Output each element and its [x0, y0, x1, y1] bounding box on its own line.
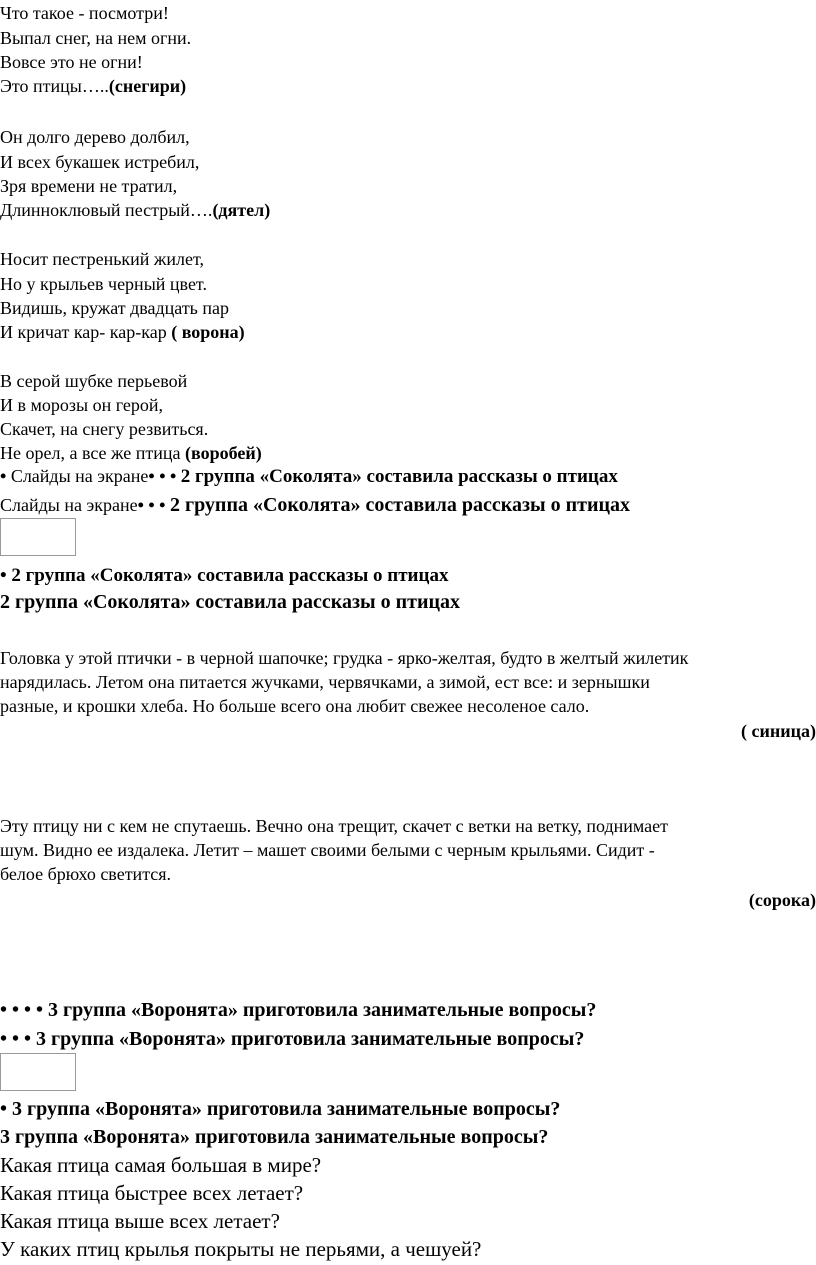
riddle-line-last: Не орел, а все же птица (воробей) — [0, 443, 262, 463]
group3-heading-3: • 3 группа «Воронята» приготовила занимательные вопросы? — [0, 1098, 561, 1120]
story-answer: ( синица) — [741, 721, 816, 741]
story-line: шум. Видно ее издалека. Летит – машет своими белыми с черным крыльями. Сидит - — [0, 840, 655, 860]
riddle-line: Носит пестренький жилет, — [0, 249, 204, 269]
question-line: Какая птица быстрее всех летает? — [0, 1181, 304, 1205]
riddle-line: Скачет, на снегу резвиться. — [0, 419, 209, 439]
story-line: белое брюхо светится. — [0, 864, 172, 884]
group3-heading-1: • • • • 3 группа «Воронята» приготовила занимательные вопросы? — [0, 999, 597, 1021]
story-answer: (сорока) — [748, 890, 816, 910]
riddle-line: Видишь, кружат двадцать пар — [0, 298, 230, 318]
riddle-answer: ( ворона) — [171, 322, 245, 342]
question-line: Какая птица самая большая в мире? — [0, 1153, 322, 1177]
riddle-line: В серой шубке перьевой — [0, 371, 188, 391]
group2-heading-4: 2 группа «Соколята» составила рассказы о птицах — [0, 591, 461, 613]
riddle-line: Но у крыльев черный цвет. — [0, 274, 207, 294]
riddle-line: Зря времени не тратил, — [0, 176, 178, 196]
story-line: Эту птицу ни с кем не спутаешь. Вечно она трещит, скачет с ветки на ветку, поднимает — [0, 816, 668, 836]
riddle-line: Он долго дерево долбил, — [0, 127, 190, 147]
riddle-line: Что такое - посмотри! — [0, 3, 169, 23]
empty-frame — [0, 1053, 76, 1091]
story-line: Головка у этой птички - в черной шапочке; грудка - ярко-желтая, будто в желтый жилетик — [0, 648, 689, 668]
group2-heading-3: • 2 группа «Соколята» составила рассказы о птицах — [0, 565, 449, 586]
group2-heading-1: • Слайды на экране• • • 2 группа «Соколята» составила рассказы о птицах — [0, 466, 618, 487]
group2-heading-2: Слайды на экране• • • 2 группа «Соколята» составила рассказы о птицах — [0, 494, 631, 516]
story-line: разные, и крошки хлеба. Но больше всего она любит свежее несоленое сало. — [0, 696, 590, 716]
question-line: У каких птиц крылья покрыты не перьями, а чешуей? — [0, 1237, 482, 1261]
riddle-line: И всех букашек истребил, — [0, 152, 200, 172]
riddle-line-last: Это птицы…..(снегири) — [0, 76, 187, 96]
empty-frame — [0, 518, 76, 556]
riddle-answer: (дятел) — [212, 200, 271, 220]
group3-heading-2: • • • 3 группа «Воронята» приготовила занимательные вопросы? — [0, 1028, 585, 1050]
riddle-line: Выпал снег, на нем огни. — [0, 28, 192, 48]
question-line: Какая птица выше всех летает? — [0, 1209, 280, 1233]
riddle-line-last: И кричат кар- кар-кар ( ворона) — [0, 322, 245, 342]
riddle-line: И в морозы он герой, — [0, 395, 163, 415]
story-line: нарядилась. Летом она питается жучками, червячками, а зимой, ест все: и зернышки — [0, 672, 650, 692]
riddle-answer: (воробей) — [184, 443, 262, 463]
riddle-line: Вовсе это не огни! — [0, 52, 143, 72]
riddle-line-last: Длинноклювый пестрый….(дятел) — [0, 200, 271, 220]
group3-heading-4: 3 группа «Воронята» приготовила занимательные вопросы? — [0, 1126, 549, 1148]
riddle-answer: (снегири) — [108, 76, 187, 96]
